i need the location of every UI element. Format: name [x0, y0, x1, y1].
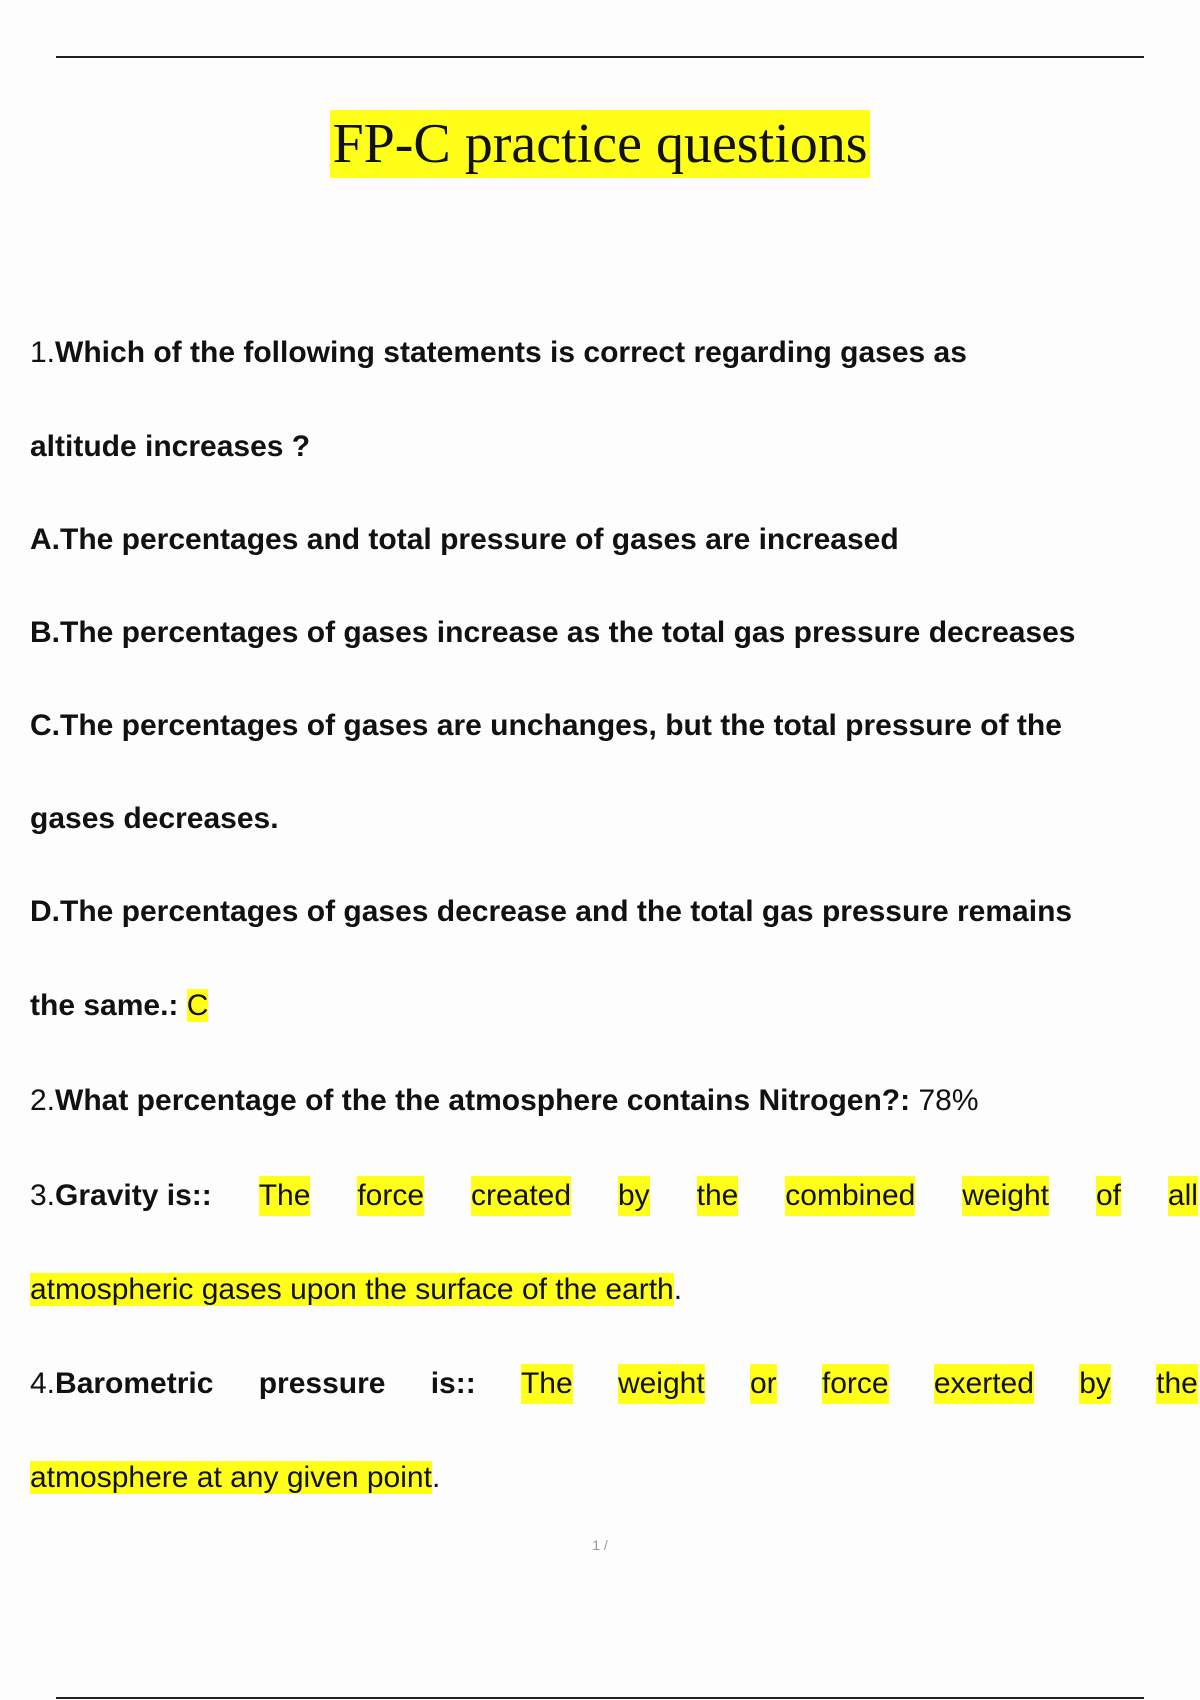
q1-option-b-letter: B. — [30, 616, 60, 649]
q3-answer-line2: atmospheric gases upon the surface of the earth — [30, 1273, 674, 1306]
q4-answer-word: The — [521, 1364, 573, 1404]
q4-question-word: pressure — [258, 1367, 386, 1400]
q3-line1 — [30, 1176, 1198, 1216]
q3-justified-line — [30, 1176, 1198, 1216]
q4-answer-word: or — [750, 1364, 777, 1404]
q4-question-word: Barometric — [55, 1367, 214, 1400]
q2-line — [30, 1081, 1198, 1121]
bottom-rule — [56, 1697, 1144, 1699]
q1-option-a-text: The percentages and total pressure of gases are increased — [60, 523, 899, 556]
q4-justified-line — [30, 1364, 1198, 1404]
q1-answer: C — [186, 989, 209, 1022]
q3-answer-word: by — [618, 1176, 650, 1216]
top-rule — [56, 56, 1144, 58]
q4-question-word: is:: — [430, 1367, 476, 1400]
q3-trailing: . — [673, 1273, 683, 1306]
title-container — [0, 110, 1200, 178]
q3-question: Gravity is:: — [55, 1179, 212, 1212]
q1-option-d-letter: D. — [30, 895, 60, 928]
q3-number: 3. — [30, 1179, 56, 1212]
q4-answer-word: exerted — [934, 1364, 1034, 1404]
q4-number: 4. — [30, 1367, 56, 1400]
q1-option-c-text2: gases decreases. — [30, 802, 279, 835]
q3-answer-word: the — [697, 1176, 739, 1216]
q4-lead — [30, 1364, 213, 1404]
q2-answer: 78% — [918, 1084, 979, 1117]
q4-answer-line2: atmosphere at any given point — [30, 1461, 432, 1494]
page-title: FP-C practice questions — [330, 110, 869, 178]
q2-question: What percentage of the the atmosphere contains Nitrogen?: — [55, 1084, 911, 1117]
q3-answer-word: force — [357, 1176, 424, 1216]
q1-option-a — [30, 520, 1198, 560]
q3-answer-word: all — [1168, 1176, 1198, 1216]
q1-question-part1: Which of the following statements is correct regarding gases as — [55, 336, 967, 369]
q4-answer-word: the — [1156, 1364, 1198, 1404]
q1-option-a-letter: A. — [30, 523, 60, 556]
q3-answer-word: combined — [785, 1176, 915, 1216]
q1-number: 1. — [30, 336, 56, 369]
q3-answer-word: weight — [962, 1176, 1049, 1216]
q4-trailing: . — [431, 1461, 441, 1494]
q2-number: 2. — [30, 1084, 56, 1117]
q3-answer-word: The — [259, 1176, 311, 1216]
q1-option-c-text1: The percentages of gases are unchanges, but the total pressure of the — [60, 709, 1062, 742]
q1-option-c-letter: C. — [30, 709, 60, 742]
q1-question-part2: altitude increases ? — [30, 430, 311, 463]
q1-option-d-text1: The percentages of gases decrease and the total gas pressure remains — [60, 895, 1073, 928]
q1-option-c — [30, 706, 1198, 746]
q3-answer-word: of — [1096, 1176, 1121, 1216]
page-number: 1 / — [592, 1537, 608, 1553]
q4-answer-word: weight — [618, 1364, 705, 1404]
q3-lead — [30, 1176, 212, 1216]
q4-answer-word: by — [1079, 1364, 1111, 1404]
q1-option-d-text2: the same.: — [30, 989, 179, 1022]
q4-line1 — [30, 1364, 1198, 1404]
q1-option-b — [30, 613, 1198, 653]
q1-option-d — [30, 892, 1198, 932]
q3-answer-word: created — [471, 1176, 571, 1216]
q1-option-b-text: The percentages of gases increase as the total gas pressure decreases — [60, 616, 1076, 649]
q1-line1 — [30, 333, 1198, 373]
q4-line2 — [30, 1458, 1198, 1498]
q1-option-d-line2 — [30, 986, 1198, 1026]
q3-line2 — [30, 1270, 1198, 1310]
q4-answer-word: force — [822, 1364, 889, 1404]
